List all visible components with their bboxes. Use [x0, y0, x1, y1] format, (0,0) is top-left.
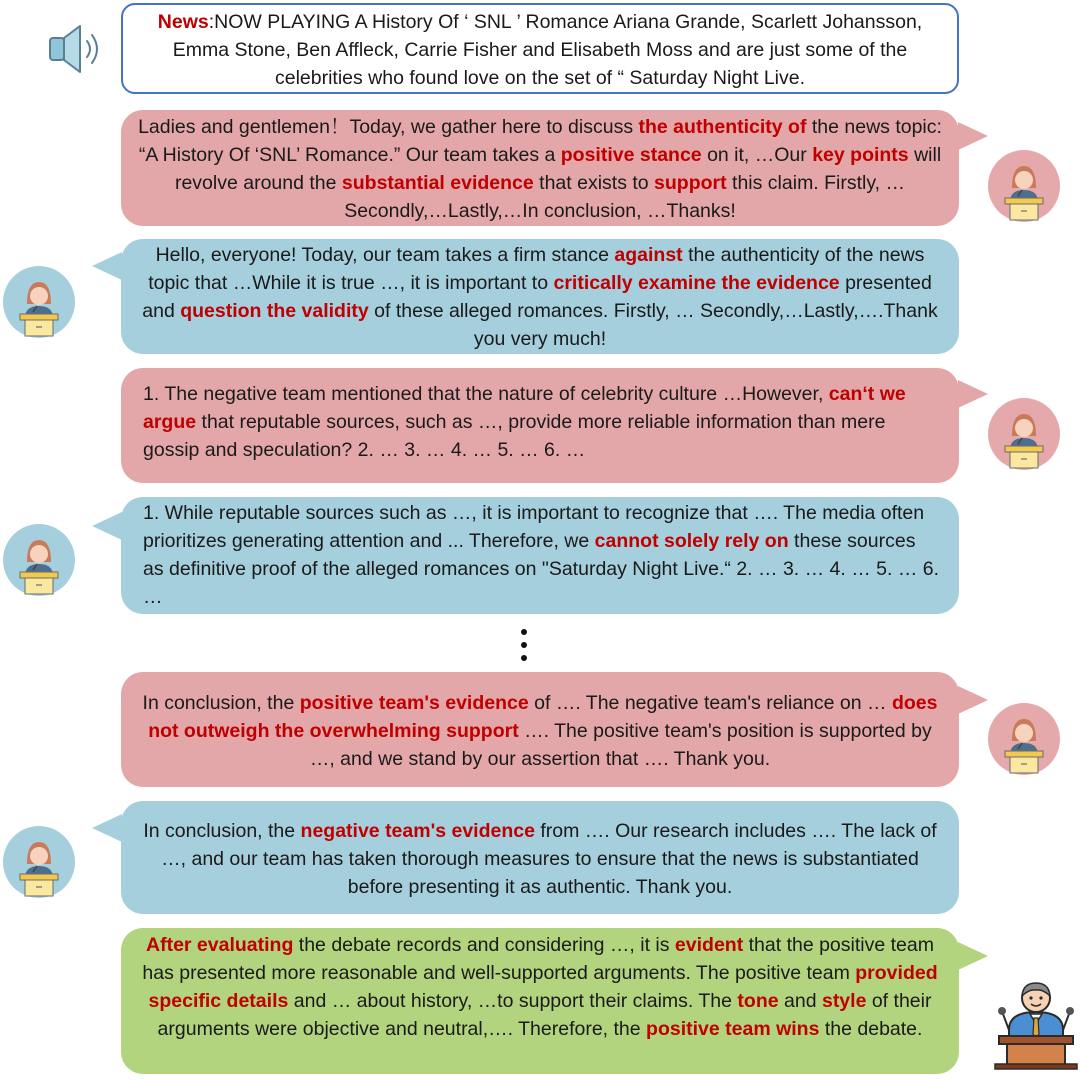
- bubble-text: this claim. Firstly, … Secondly,…Lastly,…In conclusion, …Thanks!: [344, 172, 906, 222]
- bubble-text: presented and: [142, 272, 932, 322]
- bubble-text: of their arguments were objective and neutral,…. Therefore, the: [157, 990, 932, 1040]
- highlighted-phrase: can‘t we argue: [143, 383, 906, 433]
- judge-verdict-bubble: [121, 928, 959, 1074]
- negative-closing-bubble: [121, 801, 959, 914]
- debater-avatar-icon: [3, 266, 75, 338]
- bubble-text: Ladies and gentlemen！Today, we gather here to discuss: [138, 116, 639, 138]
- bubble-text: these sources as definitive proof of the alleged romances on "Saturday Night Live.“ 2. … 3. … 4. … 5. … 6. …: [143, 530, 939, 608]
- bubble-text: that the positive team has presented more reasonable and well-supported arguments. The positive team: [142, 934, 934, 984]
- bubble-text: the news topic: “A History Of ‘SNL’ Romance.” Our team takes a: [138, 116, 942, 166]
- bubble-text: that exists to: [533, 172, 655, 194]
- bubble-text: on it, …Our: [701, 144, 813, 166]
- bubble-text: Hello, everyone! Today, our team takes a firm stance: [155, 244, 615, 266]
- bubble-tail: [92, 252, 122, 280]
- bubble-text: will revolve around the: [174, 144, 942, 194]
- bubble-text: the debate records and considering …, it is: [293, 934, 675, 956]
- news-text: :NOW PLAYING A History Of ‘ SNL ’ Romance Ariana Grande, Scarlett Johansson, Emma Stone, Ben Affleck, Carrie Fisher and Elisabeth Moss and are just some of the celebrities who found love on the set of “ Saturday Night Live.: [172, 11, 923, 89]
- bubble-text: 1. While reputable sources such as …, it is important to recognize that …. The media often prioritizes generating attention and ... Therefore, we: [143, 502, 925, 552]
- highlighted-phrase: After evaluating: [146, 934, 294, 956]
- debater-avatar-icon: [988, 703, 1060, 775]
- highlighted-phrase: provided specific details: [148, 962, 938, 1012]
- highlighted-phrase: positive team wins: [646, 1018, 820, 1040]
- bubble-text: the debate.: [819, 1018, 923, 1040]
- bubble-text: In conclusion, the: [143, 820, 301, 842]
- bubble-text: 1. The negative team mentioned that the nature of celebrity culture …However,: [143, 383, 829, 405]
- bubble-tail: [958, 380, 988, 408]
- bubble-tail: [92, 512, 122, 540]
- bubble-text: and … about history, …to support their claims. The: [288, 990, 738, 1012]
- bubble-tail: [92, 814, 122, 842]
- bubble-text: the authenticity of the news topic that …While it is true …, it is important to: [148, 244, 925, 294]
- highlighted-phrase: cannot solely rely on: [594, 530, 789, 552]
- bubble-text: In conclusion, the: [142, 692, 300, 714]
- highlighted-phrase: support: [654, 172, 727, 194]
- positive-rebuttal-bubble: [121, 368, 959, 483]
- bubble-tail: [958, 942, 988, 970]
- judge-icon: [993, 978, 1079, 1070]
- bubble-text: that reputable sources, such as …, provide more reliable information than mere gossip and speculation? 2. … 3. … 4. … 5. … 6. …: [143, 411, 886, 461]
- highlighted-phrase: evident: [674, 934, 744, 956]
- highlighted-phrase: the authenticity of: [638, 116, 807, 138]
- positive-closing-bubble: [121, 672, 959, 787]
- debater-avatar-icon: [988, 150, 1060, 222]
- vertical-ellipsis-icon: [519, 628, 529, 662]
- bubble-text: of …. The negative team's reliance on …: [528, 692, 892, 714]
- highlighted-phrase: style: [821, 990, 867, 1012]
- positive-opening-bubble: [121, 110, 959, 226]
- negative-rebuttal-bubble: [121, 497, 959, 614]
- bubble-tail: [958, 686, 988, 714]
- highlighted-phrase: key points: [812, 144, 909, 166]
- bubble-text: from …. Our research includes …. The lack of …, and our team has taken thorough measures to ensure that the news is substantiated before presenting it as authentic. Thank you.: [161, 820, 937, 898]
- highlighted-phrase: positive stance: [560, 144, 702, 166]
- highlighted-phrase: does not outweigh the overwhelming support: [148, 692, 938, 742]
- bubble-tail: [958, 122, 988, 150]
- speaker-icon: [46, 22, 104, 76]
- news-label: News: [157, 11, 209, 33]
- highlighted-phrase: positive team's evidence: [299, 692, 529, 714]
- news-box: [121, 3, 959, 94]
- highlighted-phrase: substantial evidence: [341, 172, 534, 194]
- highlighted-phrase: against: [614, 244, 683, 266]
- bubble-text: of these alleged romances. Firstly, … Secondly,…Lastly,….Thank you very much!: [368, 300, 938, 350]
- bubble-text: …. The positive team's position is supported by …, and we stand by our assertion that …. Thank you.: [309, 720, 932, 770]
- debater-avatar-icon: [3, 524, 75, 596]
- bubble-text: and: [778, 990, 822, 1012]
- negative-opening-bubble: [121, 239, 959, 354]
- debater-avatar-icon: [988, 398, 1060, 470]
- debater-avatar-icon: [3, 826, 75, 898]
- highlighted-phrase: negative team's evidence: [300, 820, 535, 842]
- highlighted-phrase: critically examine the evidence: [553, 272, 840, 294]
- highlighted-phrase: question the validity: [180, 300, 369, 322]
- highlighted-phrase: tone: [737, 990, 779, 1012]
